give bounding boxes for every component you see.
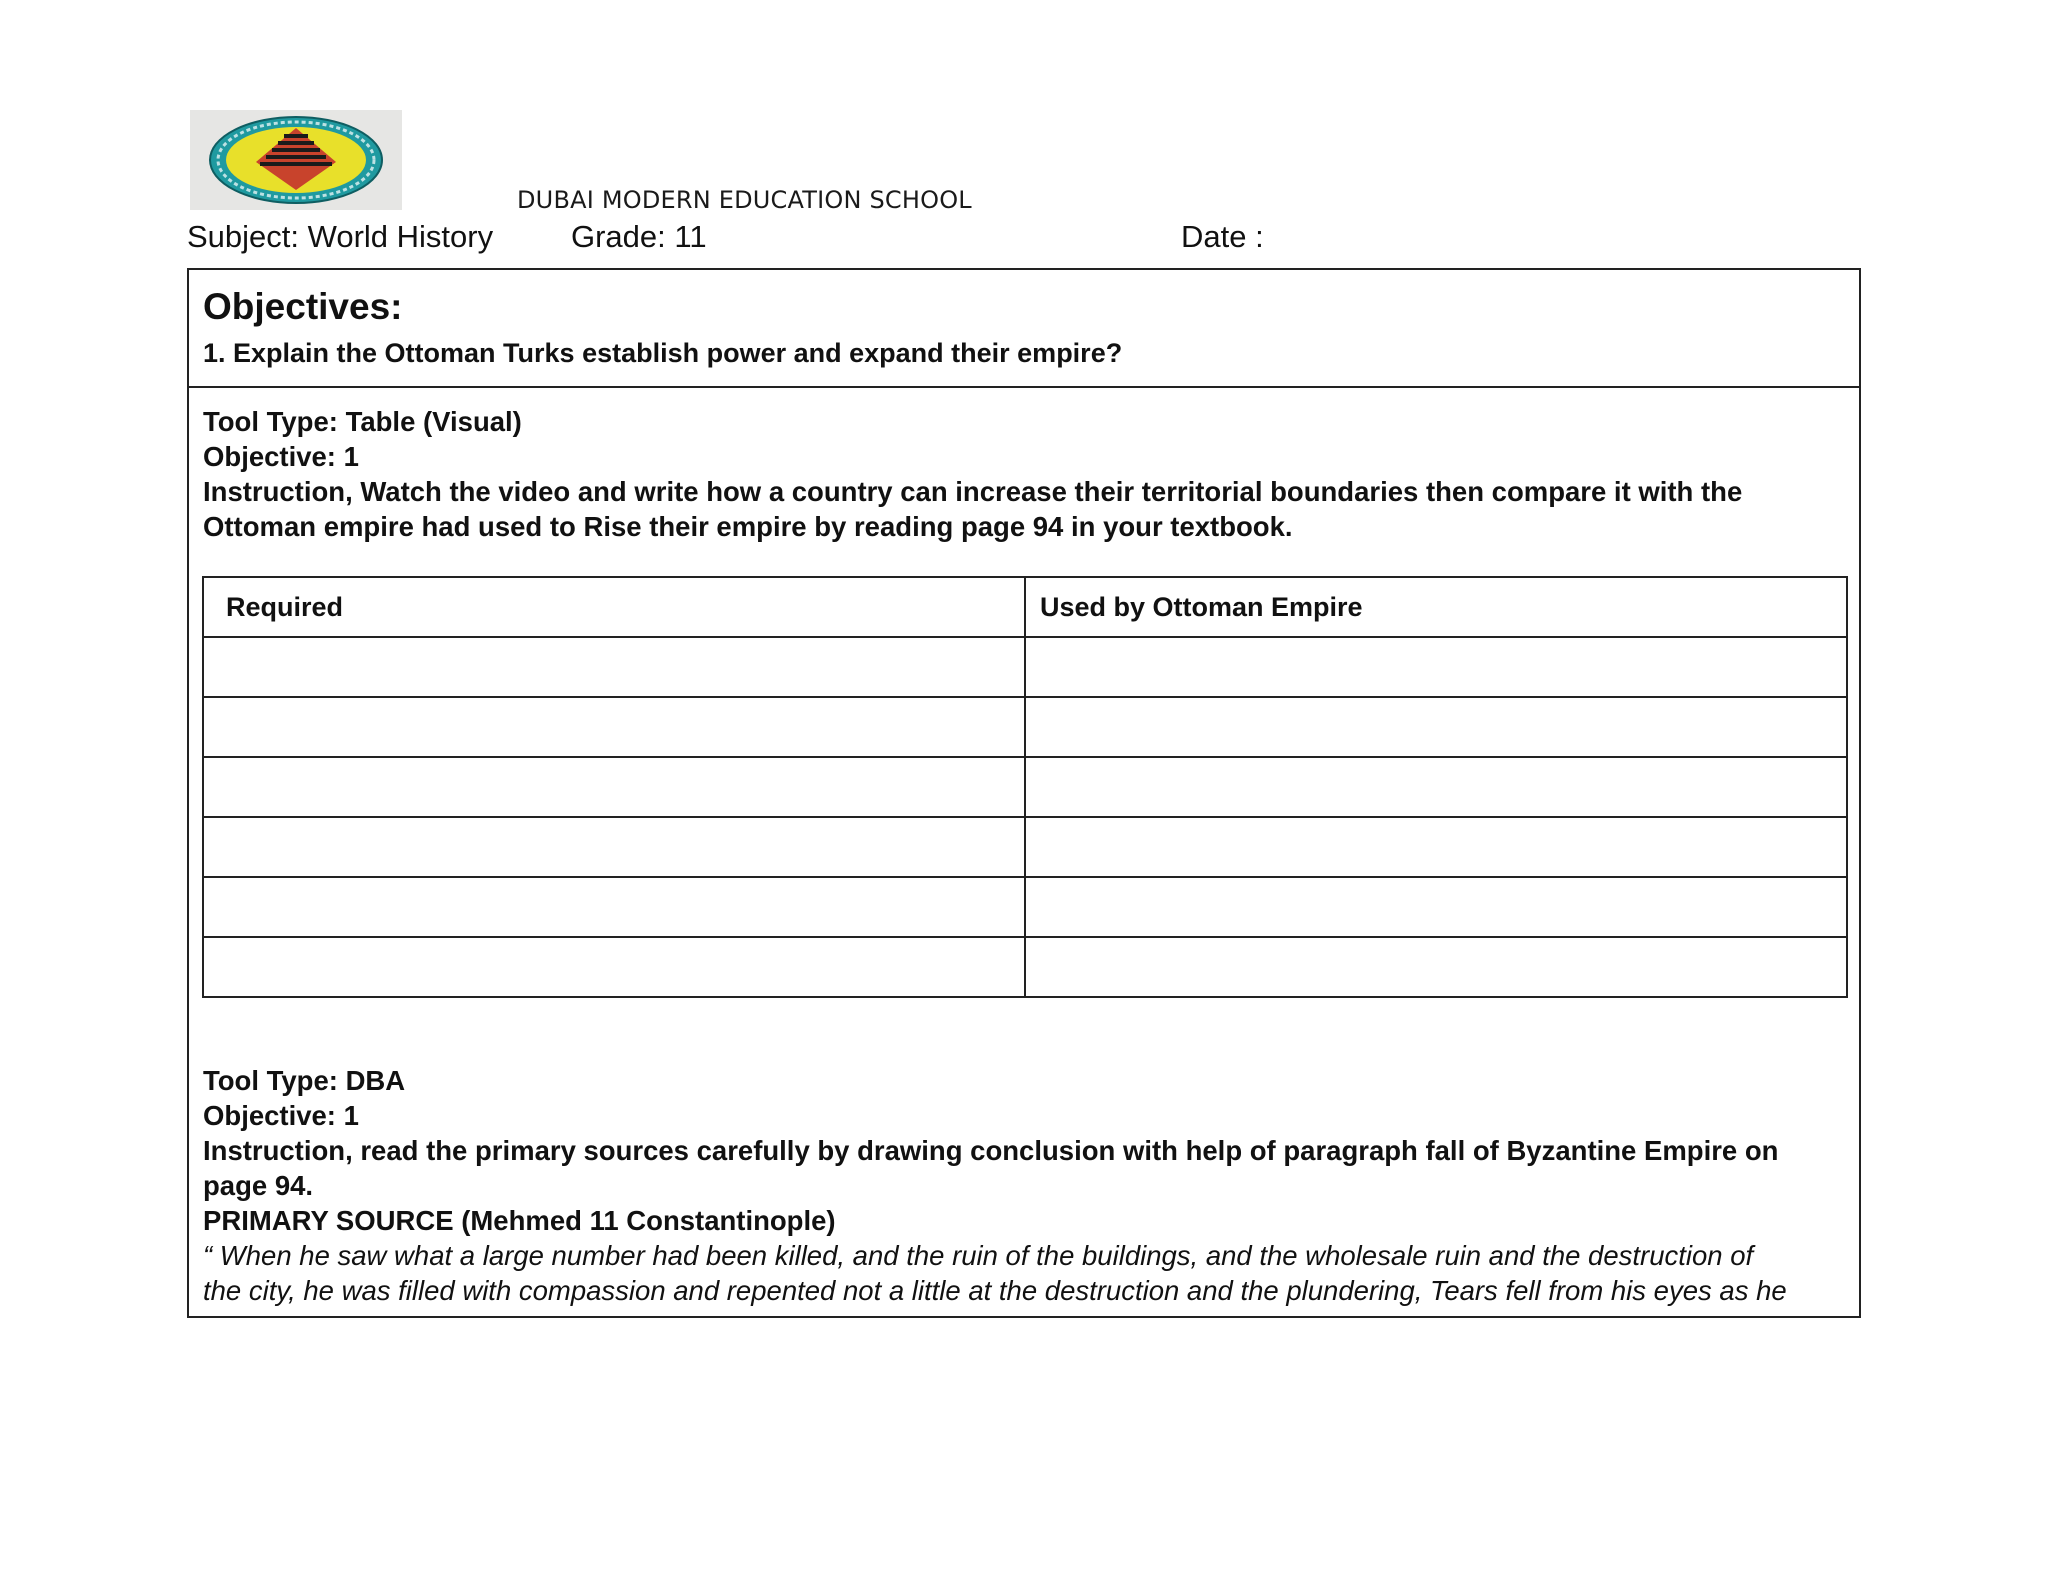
objectives-section (189, 270, 1859, 388)
answer-cell[interactable] (203, 817, 1025, 877)
worksheet-frame (187, 268, 1861, 1318)
instruction-text: page 94. (203, 1170, 314, 1201)
answer-cell[interactable] (1025, 697, 1847, 757)
tool-type-label: Tool Type: Table (Visual) (203, 406, 522, 437)
instruction-text: Instruction, read the primary sources carefully by drawing conclusion with help of paragraph fall of Byzantine Empire on (203, 1135, 1779, 1166)
answer-cell[interactable] (1025, 937, 1847, 997)
objective-item: 1. Explain the Ottoman Turks establish power and expand their empire? (203, 338, 1123, 368)
primary-source-quote: the city, he was filled with compassion and repented not a little at the destruction and the plundering, Tears fell from his eyes as he (203, 1275, 1787, 1306)
column-header-required: Required (203, 577, 1025, 637)
answer-cell[interactable] (1025, 817, 1847, 877)
table-header-row (203, 577, 1847, 637)
answer-cell[interactable] (203, 637, 1025, 697)
objectives-heading: Objectives: (203, 286, 403, 327)
answer-cell[interactable] (203, 877, 1025, 937)
objective-label: Objective: 1 (203, 441, 359, 472)
primary-source-title: PRIMARY SOURCE (Mehmed 11 Constantinople) (203, 1205, 836, 1236)
table-row (203, 877, 1847, 937)
tool-type-label: Tool Type: DBA (203, 1065, 406, 1096)
column-header-used-by-ottoman: Used by Ottoman Empire (1025, 577, 1847, 637)
date-label: Date : (1181, 219, 1264, 254)
tool-dba-section (203, 1063, 1843, 1308)
answer-cell[interactable] (1025, 757, 1847, 817)
table-row (203, 937, 1847, 997)
school-logo (190, 110, 402, 210)
answer-cell[interactable] (203, 757, 1025, 817)
school-crest-icon (206, 114, 386, 206)
answer-cell[interactable] (203, 697, 1025, 757)
answer-cell[interactable] (203, 937, 1025, 997)
grade-label: Grade: 11 (571, 219, 707, 254)
instruction-text: Instruction, Watch the video and write how a country can increase their territorial boundaries then compare it with the (203, 476, 1743, 507)
school-name: DUBAI MODERN EDUCATION SCHOOL (517, 186, 972, 214)
subject-label: Subject: World History (187, 219, 494, 254)
table-row (203, 637, 1847, 697)
primary-source-quote: “ When he saw what a large number had been killed, and the ruin of the buildings, and the wholesale ruin and the destruction of (203, 1240, 1754, 1271)
tool-table-section (203, 404, 1843, 544)
table-row (203, 757, 1847, 817)
answer-cell[interactable] (1025, 637, 1847, 697)
instruction-text: Ottoman empire had used to Rise their empire by reading page 94 in your textbook. (203, 511, 1293, 542)
objective-label: Objective: 1 (203, 1100, 359, 1131)
table-row (203, 697, 1847, 757)
table-row (203, 817, 1847, 877)
response-table (202, 576, 1848, 998)
answer-cell[interactable] (1025, 877, 1847, 937)
